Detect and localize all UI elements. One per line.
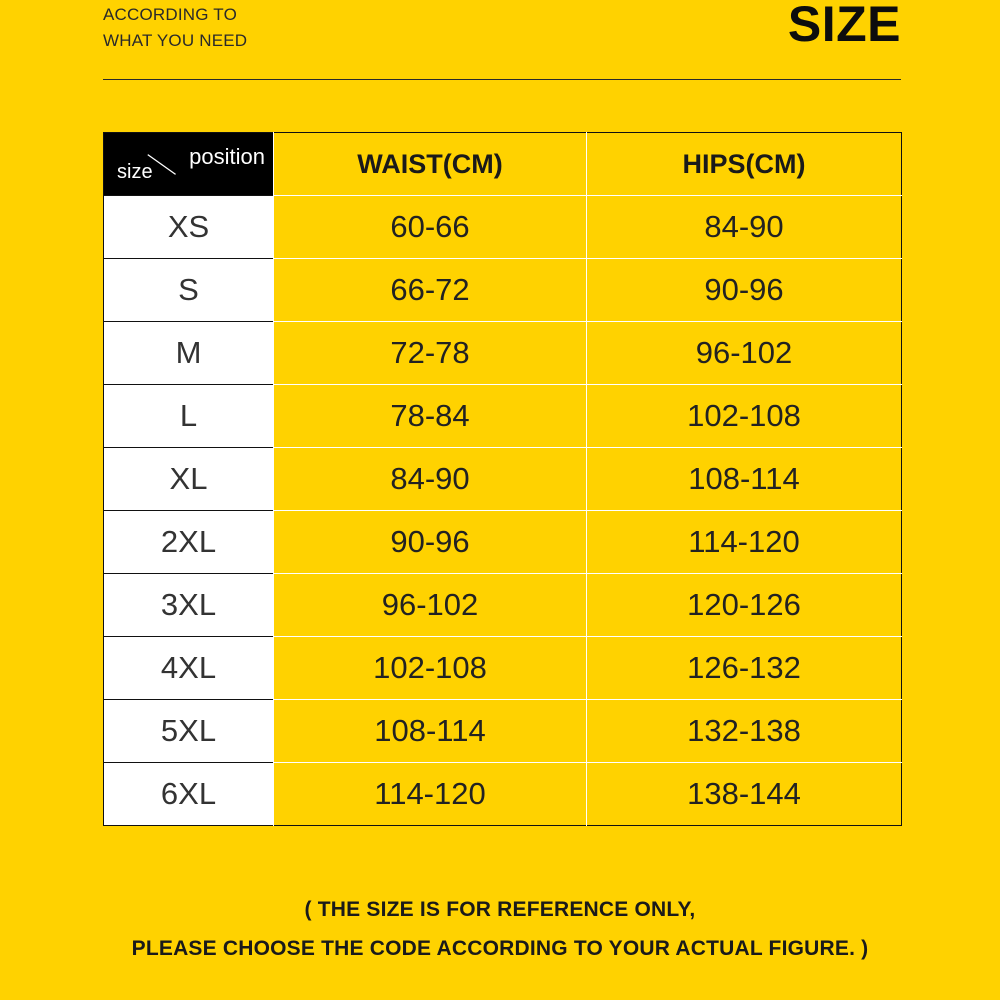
waist-cell: 102-108 (274, 637, 587, 700)
hips-cell: 114-120 (587, 511, 902, 574)
footer-note-line-1: ( THE SIZE IS FOR REFERENCE ONLY, (304, 898, 696, 921)
table-row (104, 448, 902, 511)
size-cell: 3XL (104, 574, 274, 637)
waist-cell: 108-114 (274, 700, 587, 763)
hips-cell: 126-132 (587, 637, 902, 700)
hips-cell: 84-90 (587, 196, 902, 259)
table-row (104, 322, 902, 385)
size-cell: 6XL (104, 763, 274, 826)
table-row (104, 259, 902, 322)
table-row (104, 196, 902, 259)
subtitle-line-1: ACCORDING TO (103, 5, 238, 24)
footer-note-line-2: PLEASE CHOOSE THE CODE ACCORDING TO YOUR ACTUAL FIGURE. ) (131, 937, 869, 960)
column-header-hips: HIPS(CM) (587, 133, 902, 196)
waist-cell: 114-120 (274, 763, 587, 826)
size-cell: 2XL (104, 511, 274, 574)
size-cell: 5XL (104, 700, 274, 763)
waist-cell: 96-102 (274, 574, 587, 637)
corner-header-cell (104, 133, 274, 196)
corner-position-label: position (189, 144, 265, 169)
table-row (104, 511, 902, 574)
table-row (104, 700, 902, 763)
hips-cell: 102-108 (587, 385, 902, 448)
header-divider (103, 79, 901, 80)
table-row (104, 637, 902, 700)
waist-cell: 72-78 (274, 322, 587, 385)
size-cell: M (104, 322, 274, 385)
hips-cell: 90-96 (587, 259, 902, 322)
waist-cell: 60-66 (274, 196, 587, 259)
hips-cell: 96-102 (587, 322, 902, 385)
waist-cell: 90-96 (274, 511, 587, 574)
size-cell: L (104, 385, 274, 448)
size-cell: 4XL (104, 637, 274, 700)
hips-cell: 132-138 (587, 700, 902, 763)
table-row (104, 385, 902, 448)
column-header-waist: WAIST(CM) (274, 133, 587, 196)
waist-cell: 78-84 (274, 385, 587, 448)
hips-cell: 138-144 (587, 763, 902, 826)
waist-cell: 84-90 (274, 448, 587, 511)
hips-cell: 108-114 (587, 448, 902, 511)
page-title: SIZE (787, 0, 901, 52)
size-chart-table (103, 132, 902, 826)
size-cell: S (104, 259, 274, 322)
header-subtitle (103, 2, 247, 54)
hips-cell: 120-126 (587, 574, 902, 637)
waist-cell: 66-72 (274, 259, 587, 322)
table-row (104, 763, 902, 826)
corner-size-label: size (117, 161, 153, 183)
table-header-row (104, 133, 902, 196)
size-cell: XL (104, 448, 274, 511)
subtitle-line-2: WHAT YOU NEED (103, 31, 248, 50)
table-row (104, 574, 902, 637)
size-cell: XS (104, 196, 274, 259)
